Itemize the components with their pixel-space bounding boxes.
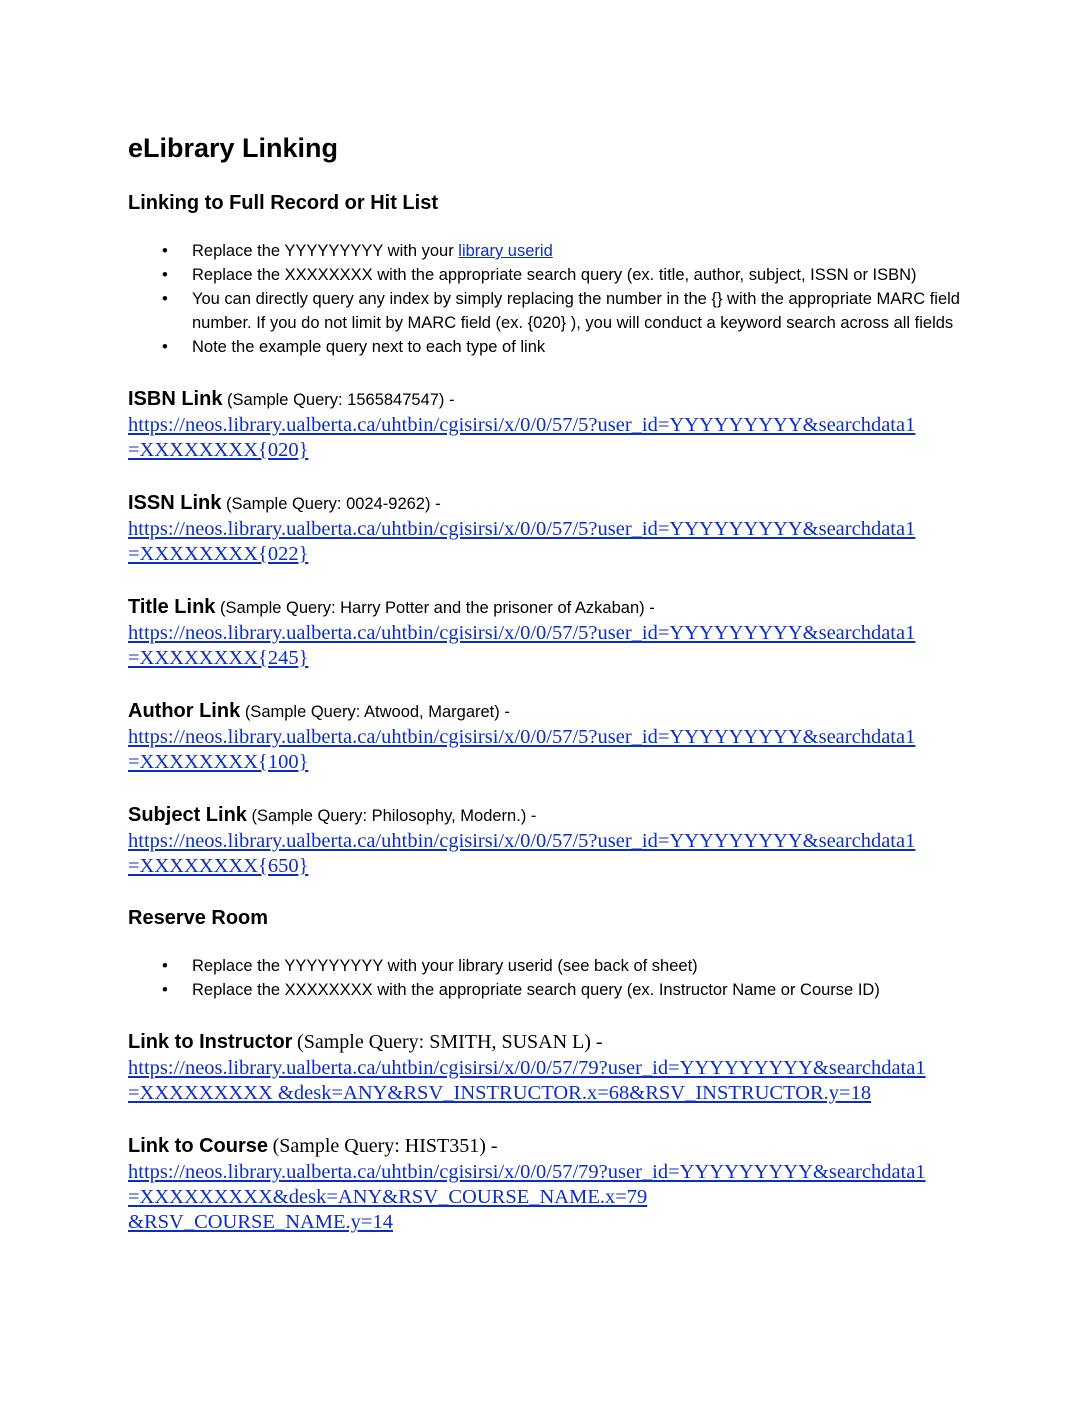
url-line-1: https://neos.library.ualberta.ca/uhtbin/cgisirsi/x/0/0/57/5?user_id=YYYYYYYYY&searchdata1 <box>128 726 916 748</box>
issn-link-label: ISSN Link <box>128 492 222 514</box>
isbn-link-section <box>128 386 968 463</box>
isbn-url-link[interactable] <box>128 413 963 463</box>
subject-link-heading <box>128 802 968 829</box>
course-link-section <box>128 1133 968 1235</box>
isbn-sample-query: (Sample Query: 1565847547) - <box>227 391 455 409</box>
reserve-room-instructions <box>128 954 968 1002</box>
full-record-instructions <box>128 239 968 359</box>
author-link-section <box>128 698 968 775</box>
author-sample-query: (Sample Query: Atwood, Margaret) - <box>244 703 510 721</box>
author-link-heading <box>128 698 968 725</box>
list-item: • Replace the YYYYYYYYY with your library userid (see back of sheet) <box>192 954 968 978</box>
url-line-2: =XXXXXXXXX &desk=ANY&RSV_INSTRUCTOR.x=68&RSV_INSTRUCTOR.y=18 <box>128 1082 872 1104</box>
author-link-label: Author Link <box>128 700 241 722</box>
full-record-heading: Linking to Full Record or Hit List <box>128 192 438 214</box>
url-line-1: https://neos.library.ualberta.ca/uhtbin/cgisirsi/x/0/0/57/79?user_id=YYYYYYYYY&searchdata1 <box>128 1161 926 1183</box>
instructor-link-heading <box>128 1029 968 1056</box>
title-sample-query: (Sample Query: Harry Potter and the prisoner of Azkaban) - <box>220 599 655 617</box>
title-link-label: Title Link <box>128 596 216 618</box>
url-line-2: =XXXXXXXX{020} <box>128 439 309 461</box>
title-url-link[interactable] <box>128 621 963 671</box>
bullet-text: Replace the YYYYYYYYY with your <box>192 242 459 260</box>
isbn-link-label: ISBN Link <box>128 388 223 410</box>
url-line-2: =XXXXXXXX{650} <box>128 855 309 877</box>
url-line-3: &RSV_COURSE_NAME.y=14 <box>128 1211 393 1233</box>
instructor-url-link[interactable] <box>128 1056 963 1106</box>
subject-link-label: Subject Link <box>128 804 247 826</box>
url-line-1: https://neos.library.ualberta.ca/uhtbin/cgisirsi/x/0/0/57/5?user_id=YYYYYYYYY&searchdata1 <box>128 830 916 852</box>
list-item <box>192 239 968 263</box>
url-line-1: https://neos.library.ualberta.ca/uhtbin/cgisirsi/x/0/0/57/5?user_id=YYYYYYYYY&searchdata1 <box>128 518 916 540</box>
title-link-section <box>128 594 968 671</box>
subject-url-link[interactable] <box>128 829 963 879</box>
author-url-link[interactable] <box>128 725 963 775</box>
reserve-room-heading: Reserve Room <box>128 907 269 929</box>
course-link-label: Link to Course <box>128 1135 269 1157</box>
list-item: • Note the example query next to each type of link <box>192 335 968 359</box>
subject-link-section <box>128 802 968 879</box>
course-link-heading <box>128 1133 968 1160</box>
isbn-link-heading <box>128 386 968 413</box>
url-line-1: https://neos.library.ualberta.ca/uhtbin/cgisirsi/x/0/0/57/5?user_id=YYYYYYYYY&searchdata1 <box>128 414 916 436</box>
url-line-2: =XXXXXXXX{100} <box>128 751 309 773</box>
course-url-link[interactable] <box>128 1160 963 1235</box>
url-line-1: https://neos.library.ualberta.ca/uhtbin/cgisirsi/x/0/0/57/5?user_id=YYYYYYYYY&searchdata1 <box>128 622 916 644</box>
page-title: eLibrary Linking <box>128 133 339 163</box>
url-line-2: =XXXXXXXX{245} <box>128 647 309 669</box>
instructor-link-label: Link to Instructor <box>128 1031 293 1053</box>
url-line-2: =XXXXXXXXX&desk=ANY&RSV_COURSE_NAME.x=79 <box>128 1186 648 1208</box>
library-userid-link[interactable]: library userid <box>458 242 553 260</box>
instructor-sample-query: (Sample Query: SMITH, SUSAN L) - <box>297 1031 603 1053</box>
title-link-heading <box>128 594 968 621</box>
instructor-link-section <box>128 1029 968 1106</box>
list-item: • Replace the XXXXXXXX with the appropriate search query (ex. Instructor Name or Course ID) <box>192 978 968 1002</box>
issn-link-heading <box>128 490 968 517</box>
issn-sample-query: (Sample Query: 0024-9262) - <box>225 495 441 513</box>
subject-sample-query: (Sample Query: Philosophy, Modern.) - <box>251 807 537 825</box>
url-line-1: https://neos.library.ualberta.ca/uhtbin/cgisirsi/x/0/0/57/79?user_id=YYYYYYYYY&searchdata1 <box>128 1057 926 1079</box>
list-item: • You can directly query any index by simply replacing the number in the {} with the appropriate MARC field number. If you do not limit by MARC field (ex. {020} ), you will conduct a keyword search across all fields <box>192 287 968 335</box>
course-sample-query: (Sample Query: HIST351) - <box>272 1135 498 1157</box>
issn-link-section <box>128 490 968 567</box>
list-item: • Replace the XXXXXXXX with the appropriate search query (ex. title, author, subject, ISSN or ISBN) <box>192 263 968 287</box>
url-line-2: =XXXXXXXX{022} <box>128 543 309 565</box>
document-content <box>128 128 968 1235</box>
issn-url-link[interactable] <box>128 517 963 567</box>
